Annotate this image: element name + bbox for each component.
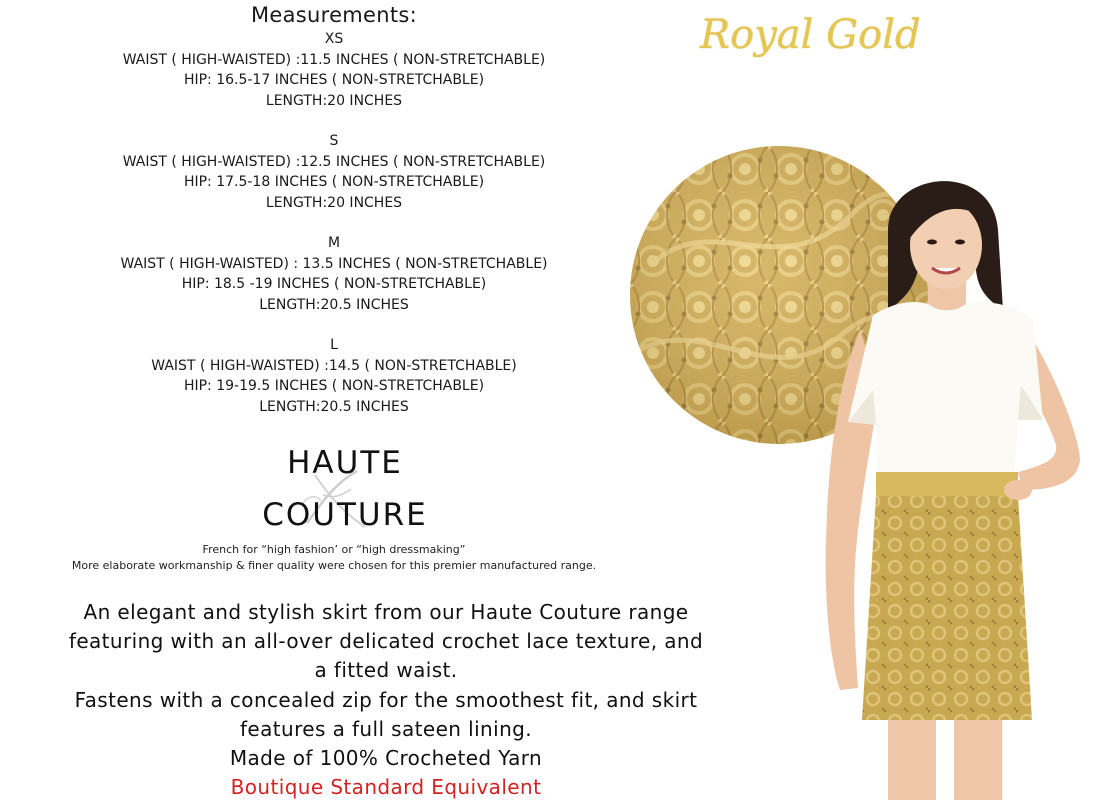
waist-measurement: WAIST ( HIGH-WAISTED) :11.5 INCHES ( NON-STRETCHABLE) bbox=[122, 51, 546, 68]
length-measurement: LENGTH:20.5 INCHES bbox=[259, 398, 409, 415]
size-xs-block bbox=[0, 29, 668, 111]
size-name: M bbox=[327, 235, 341, 251]
couture-word: COUTURE bbox=[262, 497, 428, 533]
size-name: S bbox=[329, 133, 339, 149]
length-measurement: LENGTH:20 INCHES bbox=[265, 194, 403, 211]
haute-couture-definition: French for “high fashion’ or “high dressmaking” bbox=[202, 543, 466, 556]
length-measurement: LENGTH:20 INCHES bbox=[265, 92, 403, 109]
color-name-title: Royal Gold bbox=[700, 12, 921, 58]
measurements-title: Measurements: bbox=[250, 3, 418, 27]
description-line: An elegant and stylish skirt from our Haute Couture range bbox=[83, 600, 689, 624]
size-l-block bbox=[0, 335, 668, 417]
size-name: XS bbox=[324, 31, 344, 47]
product-description bbox=[0, 598, 772, 802]
description-line: a fitted waist. bbox=[314, 658, 458, 683]
size-name: L bbox=[330, 337, 338, 353]
length-measurement: LENGTH:20.5 INCHES bbox=[259, 296, 409, 313]
model-photo bbox=[818, 160, 1088, 800]
size-s-block bbox=[0, 131, 668, 213]
description-line: featuring with an all-over delicated crochet lace texture, and bbox=[68, 629, 704, 654]
waist-measurement: WAIST ( HIGH-WAISTED) : 13.5 INCHES ( NON-STRETCHABLE) bbox=[120, 255, 548, 272]
model-illustration bbox=[818, 160, 1088, 800]
hip-measurement: HIP: 16.5-17 INCHES ( NON-STRETCHABLE) bbox=[183, 72, 485, 88]
description-line: Fastens with a concealed zip for the smoothest fit, and skirt bbox=[74, 687, 698, 712]
description-line: features a full sateen lining. bbox=[239, 716, 533, 741]
haute-word: HAUTE bbox=[287, 445, 403, 481]
size-m-block bbox=[0, 233, 668, 315]
waist-measurement: WAIST ( HIGH-WAISTED) :12.5 INCHES ( NON-STRETCHABLE) bbox=[122, 153, 546, 170]
haute-couture-note: More elaborate workmanship & finer quality were chosen for this premier manufactured range. bbox=[71, 559, 597, 572]
boutique-standard-label: Boutique Standard Equivalent bbox=[230, 775, 542, 800]
description-line: Made of 100% Crocheted Yarn bbox=[229, 746, 543, 771]
waist-measurement: WAIST ( HIGH-WAISTED) :14.5 ( NON-STRETCHABLE) bbox=[151, 357, 517, 374]
hip-measurement: HIP: 17.5-18 INCHES ( NON-STRETCHABLE) bbox=[183, 174, 485, 190]
haute-couture-logo bbox=[200, 445, 490, 540]
hip-measurement: HIP: 18.5 -19 INCHES ( NON-STRETCHABLE) bbox=[181, 276, 487, 292]
hip-measurement: HIP: 19-19.5 INCHES ( NON-STRETCHABLE) bbox=[183, 378, 485, 394]
